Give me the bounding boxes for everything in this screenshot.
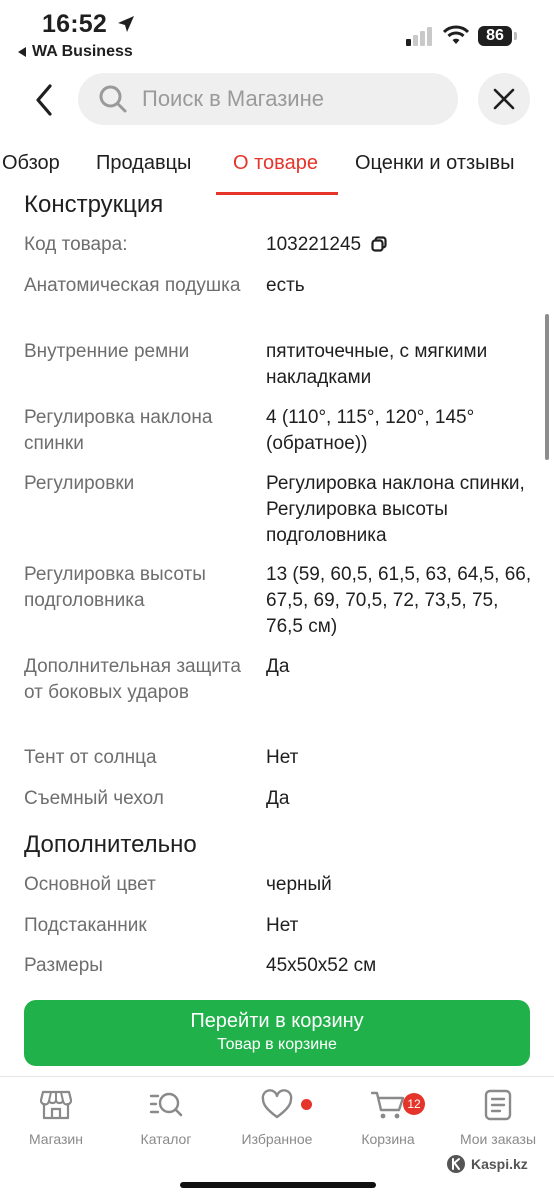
section-title-additional: Дополнительно (24, 831, 197, 858)
product-tabs (0, 140, 554, 196)
spec-label: Внутренние ремни (24, 341, 190, 362)
nav-label: Мои заказы (459, 1131, 537, 1147)
spec-label: Съемный чехол (24, 788, 164, 809)
home-indicator (180, 1182, 376, 1188)
active-tab-underline (216, 192, 338, 195)
spec-label: Регулировки (24, 473, 135, 494)
battery-tip (514, 32, 517, 40)
spec-value: Регулировка наклона спинки, Регулировка высоты подголовника (266, 473, 525, 546)
tab-sellers[interactable]: Продавцы (96, 152, 192, 174)
wifi-icon (443, 25, 469, 45)
nav-item-favorites[interactable] (227, 1089, 327, 1147)
nav-label: Магазин (28, 1131, 83, 1147)
tab-reviews[interactable]: Оценки и отзывы (355, 152, 515, 174)
kaspi-watermark (446, 1154, 528, 1174)
search-icon (98, 84, 128, 114)
spec-value: Да (266, 788, 290, 809)
cta-subtitle: Товар в корзине (217, 1036, 337, 1053)
back-triangle-icon (18, 47, 26, 57)
go-to-cart-button[interactable] (24, 1000, 530, 1066)
cta-title: Перейти в корзину (190, 1010, 364, 1032)
battery-indicator: 86 (478, 26, 512, 46)
chevron-left-icon (34, 84, 54, 116)
tab-about-product[interactable]: О товаре (233, 152, 318, 174)
spec-value: Да (266, 656, 290, 677)
spec-value: 45x50x52 см (266, 955, 377, 976)
nav-label: Каталог (140, 1131, 192, 1147)
close-icon (493, 88, 515, 110)
spec-label: Регулировка высоты подголовника (24, 564, 206, 611)
spec-value-product-code (266, 232, 538, 258)
kaspi-logo-icon (446, 1154, 466, 1174)
spec-label: Подстаканник (24, 915, 147, 936)
catalog-search-icon (148, 1089, 184, 1121)
watermark-text: Kaspi.kz (471, 1156, 528, 1172)
orders-icon (483, 1089, 513, 1121)
search-bar[interactable] (78, 73, 458, 125)
back-app-label: WA Business (32, 43, 133, 60)
spec-value: 4 (110°, 115°, 120°, 145° (обратное)) (266, 407, 475, 454)
close-search-button[interactable] (478, 73, 530, 125)
back-button[interactable] (26, 80, 62, 120)
spec-label: Код товара: (24, 234, 128, 255)
heart-icon (260, 1089, 294, 1121)
spec-label: Размеры (24, 955, 103, 976)
spec-value: Нет (266, 747, 299, 768)
spec-label: Тент от солнца (24, 747, 157, 768)
cart-count-badge: 12 (403, 1093, 425, 1115)
spec-label: Основной цвет (24, 874, 156, 895)
nav-item-orders[interactable] (448, 1089, 548, 1147)
spec-value: есть (266, 275, 305, 296)
back-to-app-link[interactable] (18, 43, 133, 61)
status-time: 16:52 (42, 10, 107, 38)
nav-item-catalog[interactable] (116, 1089, 216, 1147)
nav-item-cart[interactable] (338, 1089, 438, 1147)
tab-overview[interactable]: Обзор (2, 152, 60, 174)
spec-value: Нет (266, 915, 299, 936)
spec-value: 13 (59, 60,5, 61,5, 63, 64,5, 66, 67,5, 69, 70,5, 72, 73,5, 75, 76,5 см) (266, 564, 532, 637)
shop-icon (39, 1089, 73, 1121)
copy-icon[interactable] (371, 236, 387, 252)
section-title-construction: Конструкция (24, 191, 164, 218)
spec-label: Анатомическая подушка (24, 275, 241, 296)
status-bar (0, 0, 554, 68)
product-code: 103221245 (266, 234, 362, 255)
spec-label: Регулировка наклона спинки (24, 407, 213, 454)
favorites-notification-dot (301, 1099, 312, 1110)
cart-icon (370, 1089, 406, 1121)
nav-item-shop[interactable] (6, 1089, 106, 1147)
search-input[interactable] (142, 86, 442, 112)
nav-label: Избранное (241, 1131, 313, 1147)
spec-value: черный (266, 874, 332, 895)
nav-label: Корзина (361, 1131, 415, 1147)
scrollbar[interactable] (545, 314, 549, 460)
location-arrow-icon (116, 14, 136, 34)
spec-label: Дополнительная защита от боковых ударов (24, 656, 241, 703)
cellular-signal-icon (406, 26, 434, 46)
spec-value: пятиточечные, с мягкими накладками (266, 341, 488, 388)
